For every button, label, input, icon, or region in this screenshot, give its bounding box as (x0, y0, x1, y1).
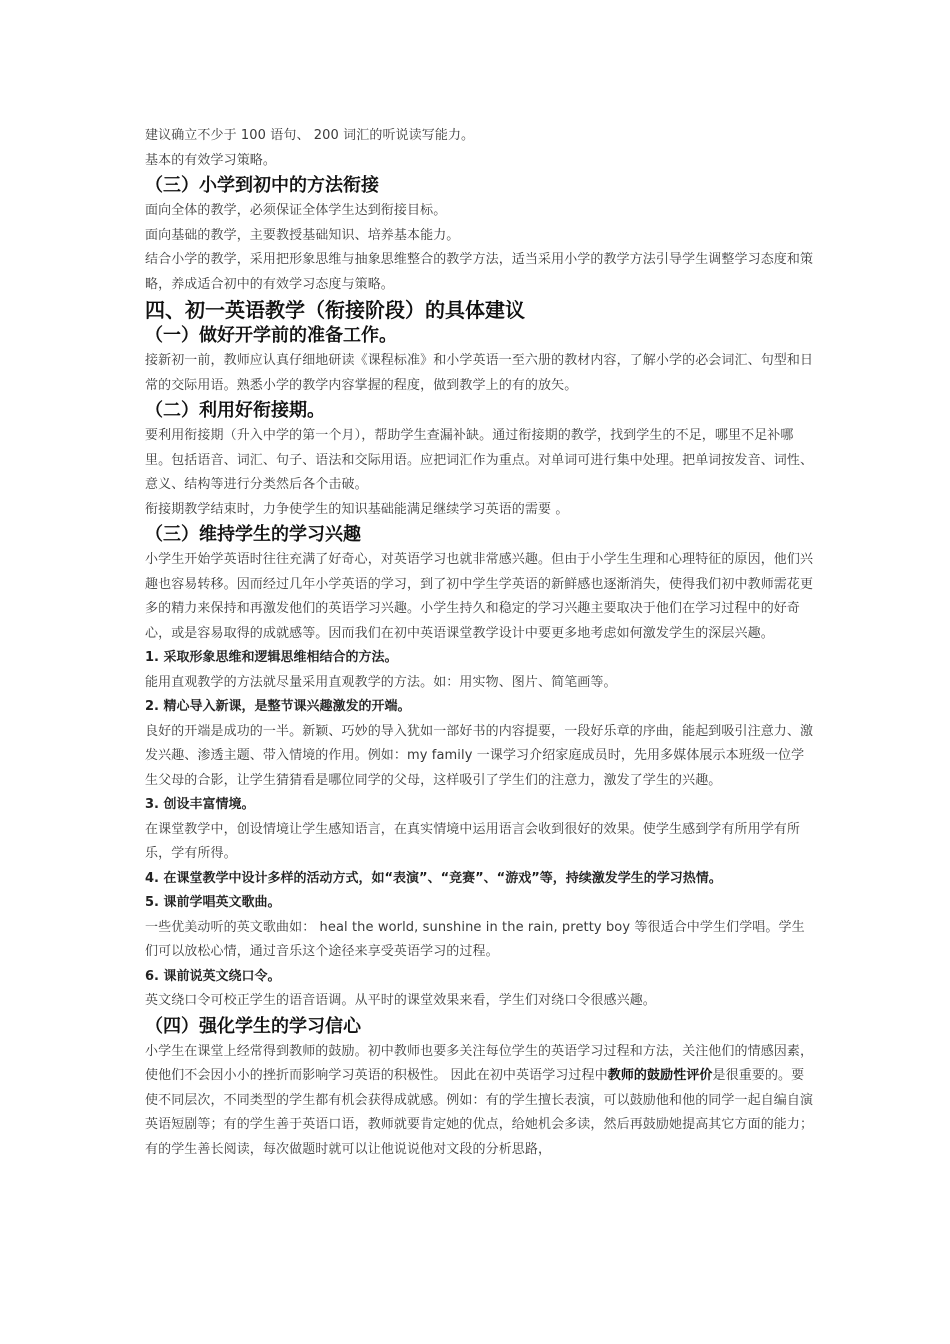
section-heading: （三）维持学生的学习兴趣 (145, 524, 361, 545)
numbered-subheading: 3. 创设丰富情境。 (145, 797, 255, 812)
paragraph: 面向基础的教学，主要教授基础知识、培养基本能力。 (145, 227, 460, 243)
paragraph: 在课堂教学中，创设情境让学生感知语言，在真实情境中运用语言会收到很好的效果。使学生感到学有所用学有所乐，学有所得。 (145, 821, 801, 861)
paragraph: 英文绕口令可校正学生的语音语调。从平时的课堂效果来看，学生们对绕口令很感兴趣。 (145, 993, 656, 1008)
document-body (145, 124, 817, 1162)
paragraph-last (145, 1040, 817, 1163)
paragraph: 衔接期教学结束时，力争使学生的知识基础能满足继续学习英语的需要 。 (145, 501, 569, 517)
paragraph: 良好的开端是成功的一半。新颖、巧妙的导入犹如一部好书的内容提要，一段好乐章的序曲，能起到吸引注意力、激发兴趣、渗透主题、带入情境的作用。例如：my family 一课学习介绍家庭成员时，先用多媒体展示本班级一位学生父母的合影，让学生猜猜看是哪位同学的父母，这样吸引了学生们的注意力，激发了学生的兴趣。 (145, 723, 814, 788)
section-heading: （二）利用好衔接期。 (145, 400, 325, 421)
paragraph: 结合小学的教学，采用把形象思维与抽象思维整合的教学方法，适当采用小学的教学方法引导学生调整学习态度和策略，养成适合初中的有效学习态度与策略。 (145, 252, 814, 292)
paragraph-text: 是很重要的。要使不同层次，不同类型的学生都有机会获得成就感。例如：有的学生擅长表演，可以鼓励他和他的同学一起自编自演英语短剧等；有的学生善于英语口语，教师就要肯定她的优点，给她机会多读，然后再鼓励她提高其它方面的能力；有的学生善长阅读，每次做题时就可以让他说说他对文段的分析思路， (145, 1068, 814, 1157)
paragraph: 一些优美动听的英文歌曲如： heal the world, sunshine in the rain, pretty boy 等很适合中学生们学唱。学生们可以放松心情，通过音乐这个途径来享受英语学习的过程。 (145, 919, 805, 959)
paragraph: 能用直观教学的方法就尽量采用直观教学的方法。如：用实物、图片、简笔画等。 (145, 674, 617, 690)
numbered-subheading: 1. 采取形象思维和逻辑思维相结合的方法。 (145, 650, 398, 665)
emphasized-text: 教师的鼓励性评价 (607, 1068, 713, 1083)
numbered-subheading: 5. 课前学唱英文歌曲。 (145, 895, 281, 910)
paragraph: 建议确立不少于 100 语句、 200 词汇的听说读写能力。 (145, 128, 475, 143)
numbered-subheading: 4. 在课堂教学中设计多样的活动方式，如“表演”、“竞赛”、“游戏”等，持续激发学生的学习热情。 (145, 870, 722, 886)
paragraph: 面向全体的教学，必须保证全体学生达到衔接目标。 (145, 203, 447, 218)
paragraph: 要利用衔接期（升入中学的第一个月），帮助学生查漏补缺。通过衔接期的教学，找到学生的不足，哪里不足补哪里。包括语音、词汇、句子、语法和交际用语。应把词汇作为重点。对单词可进行集中处理。把单词按发音、词性、意义、结构等进行分类然后各个击破。 (145, 428, 814, 492)
section-heading: （三）小学到初中的方法衔接 (145, 175, 379, 196)
numbered-subheading: 6. 课前说英文绕口令。 (145, 968, 281, 984)
numbered-subheading: 2. 精心导入新课，是整节课兴趣激发的开端。 (145, 699, 411, 714)
paragraph-text: 小学生在课堂上经常得到教师的鼓励。初中教师也要多关注每位学生的英语学习过程和方法，关注他们的情感因素，使他们不会因小小的挫折而影响学习英语的积极性。 因此在初中英语学习过程中 (145, 1043, 814, 1083)
paragraph: 基本的有效学习策略。 (145, 152, 277, 168)
paragraph: 接新初一前，教师应认真仔细地研读《课程标准》和小学英语一至六册的教材内容，了解小学的必会词汇、句型和日常的交际用语。熟悉小学的教学内容掌握的程度，做到教学上的有的放矢。 (145, 353, 814, 393)
section-heading: （四）强化学生的学习信心 (145, 1015, 361, 1037)
paragraph: 小学生开始学英语时往往充满了好奇心，对英语学习也就非常感兴趣。但由于小学生生理和心理特征的原因，他们兴趣也容易转移。因而经过几年小学英语的学习，到了初中学生学英语的新鲜感也逐渐消失，使得我们初中教师需花更多的精力来保持和再激发他们的英语学习兴趣。小学生持久和稳定的学习兴趣主要取决于他们在学习过程中的好奇心，或是容易取得的成就感等。因而我们在初中英语课堂教学设计中要更多地考虑如何激发学生的深层兴趣。 (145, 552, 814, 641)
section-heading: （一）做好开学前的准备工作。 (145, 325, 397, 346)
chapter-heading: 四、初一英语教学（衔接阶段）的具体建议 (145, 298, 525, 322)
